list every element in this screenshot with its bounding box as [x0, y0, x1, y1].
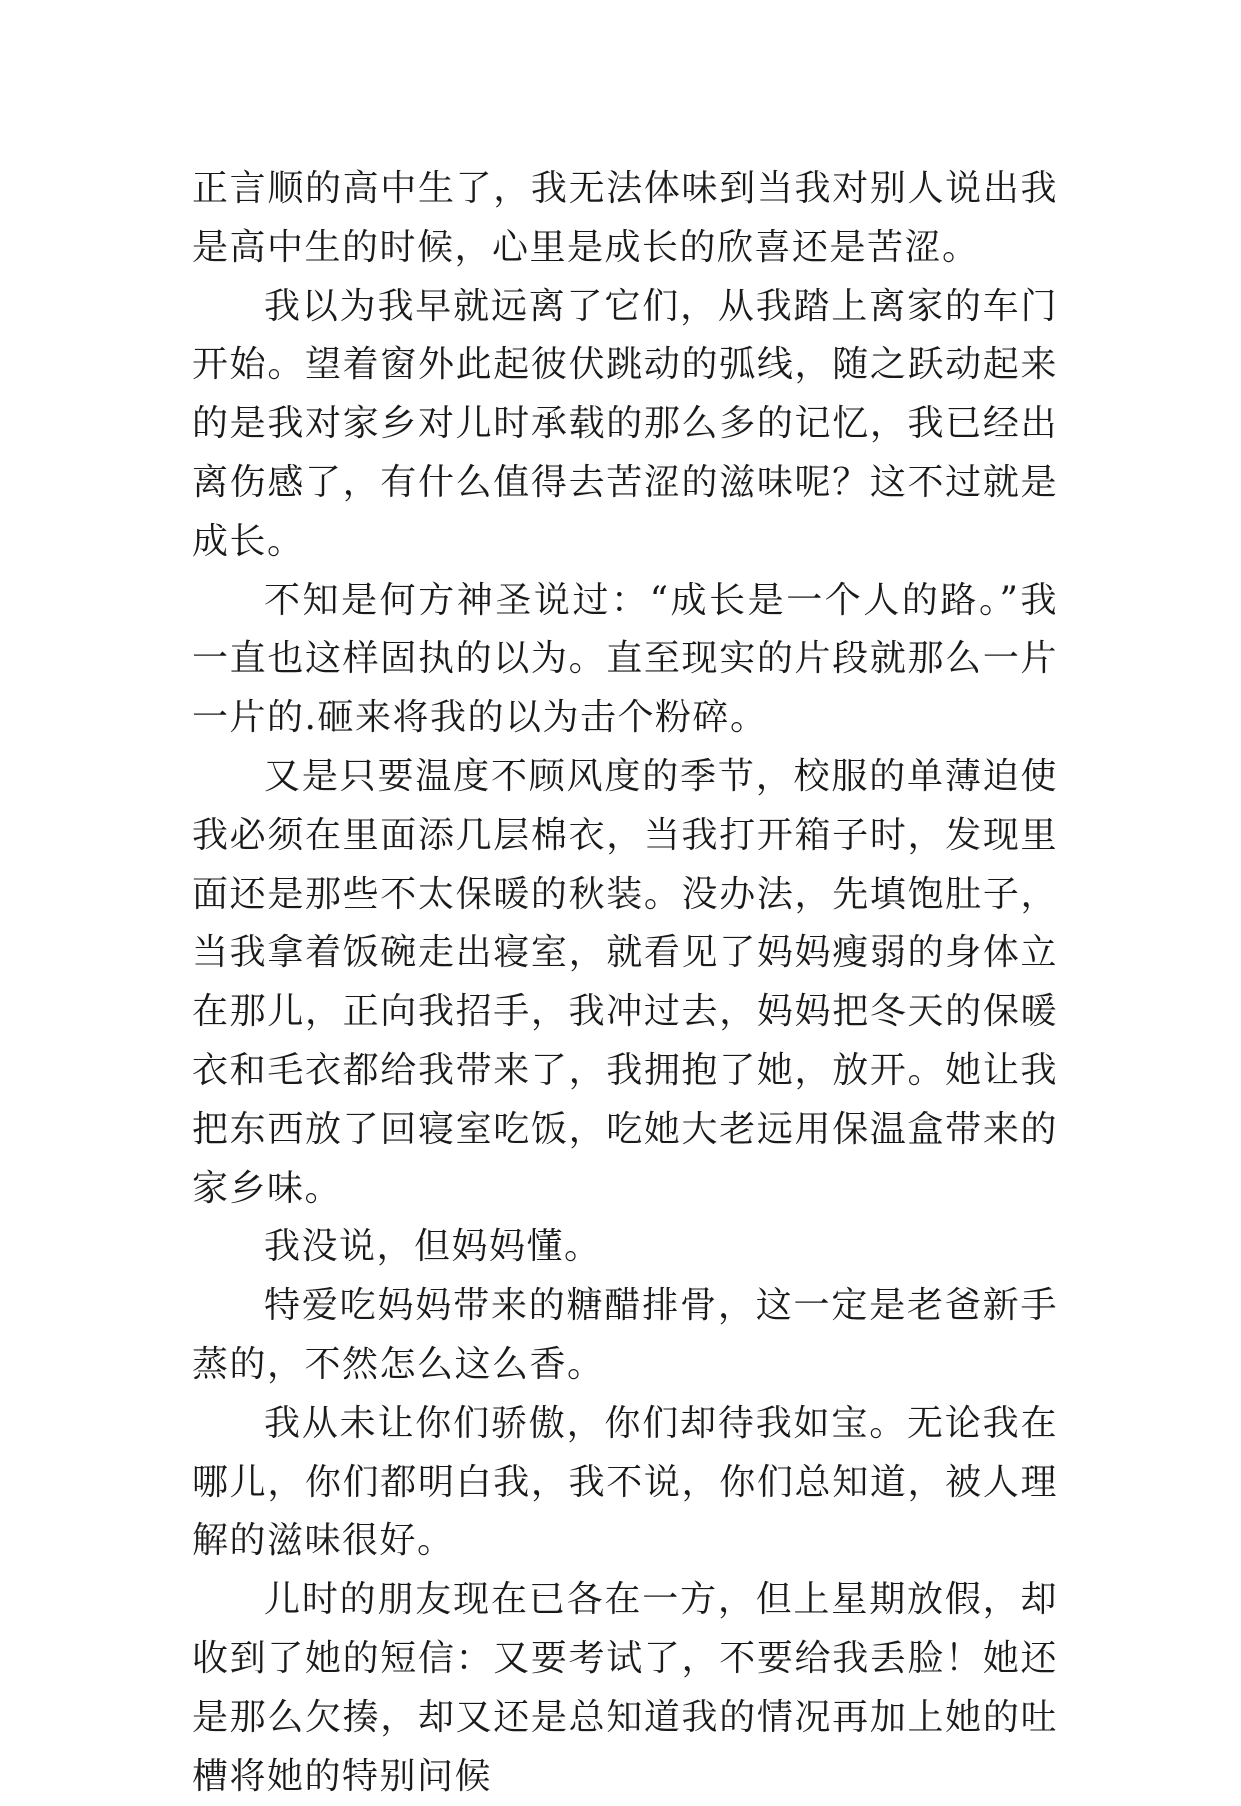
paragraph: 特爱吃妈妈带来的糖醋排骨，这一定是老爸新手蒸的，不然怎么这么香。: [192, 1285, 1058, 1385]
paragraph: 我以为我早就远离了它们，从我踏上离家的车门开始。望着窗外此起彼伏跳动的弧线，随之跃动起来的是我对家乡对儿时承载的那么多的记忆，我已经出离伤感了，有什么值得去苦涩的滋味呢？这不过就是成长。: [192, 285, 1058, 562]
paragraph: 又是只要温度不顾风度的季节，校服的单薄迫使我必须在里面添几层棉衣，当我打开箱子时，发现里面还是那些不太保暖的秋装。没办法，先填饱肚子，当我拿着饭碗走出寝室，就看见了妈妈瘦弱的身体立在那儿，正向我招手，我冲过去，妈妈把冬天的保暖衣和毛衣都给我带来了，我拥抱了她，放开。她让我把东西放了回寝室吃饭，吃她大老远用保温盒带来的家乡味。: [192, 755, 1058, 1209]
paragraph: 我没说，但妈妈懂。: [264, 1226, 602, 1268]
paragraph: 儿时的朋友现在已各在一方，但上星期放假，却收到了她的短信：又要考试了，不要给我丢脸！她还是那么欠揍，却又还是总知道我的情况再加上她的吐槽将她的特别问候: [192, 1579, 1058, 1797]
document-page: [192, 160, 1058, 1806]
paragraph-continued: 正言顺的高中生了，我无法体味到当我对别人说出我是高中生的时候，心里是成长的欣喜还是苦涩。: [192, 168, 1058, 268]
paragraph: 不知是何方神圣说过：“成长是一个人的路。”我一直也这样固执的以为。直至现实的片段就那么一片一片的.砸来将我的以为击个粉碎。: [192, 579, 1058, 739]
paragraph: 我从未让你们骄傲，你们却待我如宝。无论我在哪儿，你们都明白我，我不说，你们总知道，被人理解的滋味很好。: [192, 1402, 1058, 1562]
